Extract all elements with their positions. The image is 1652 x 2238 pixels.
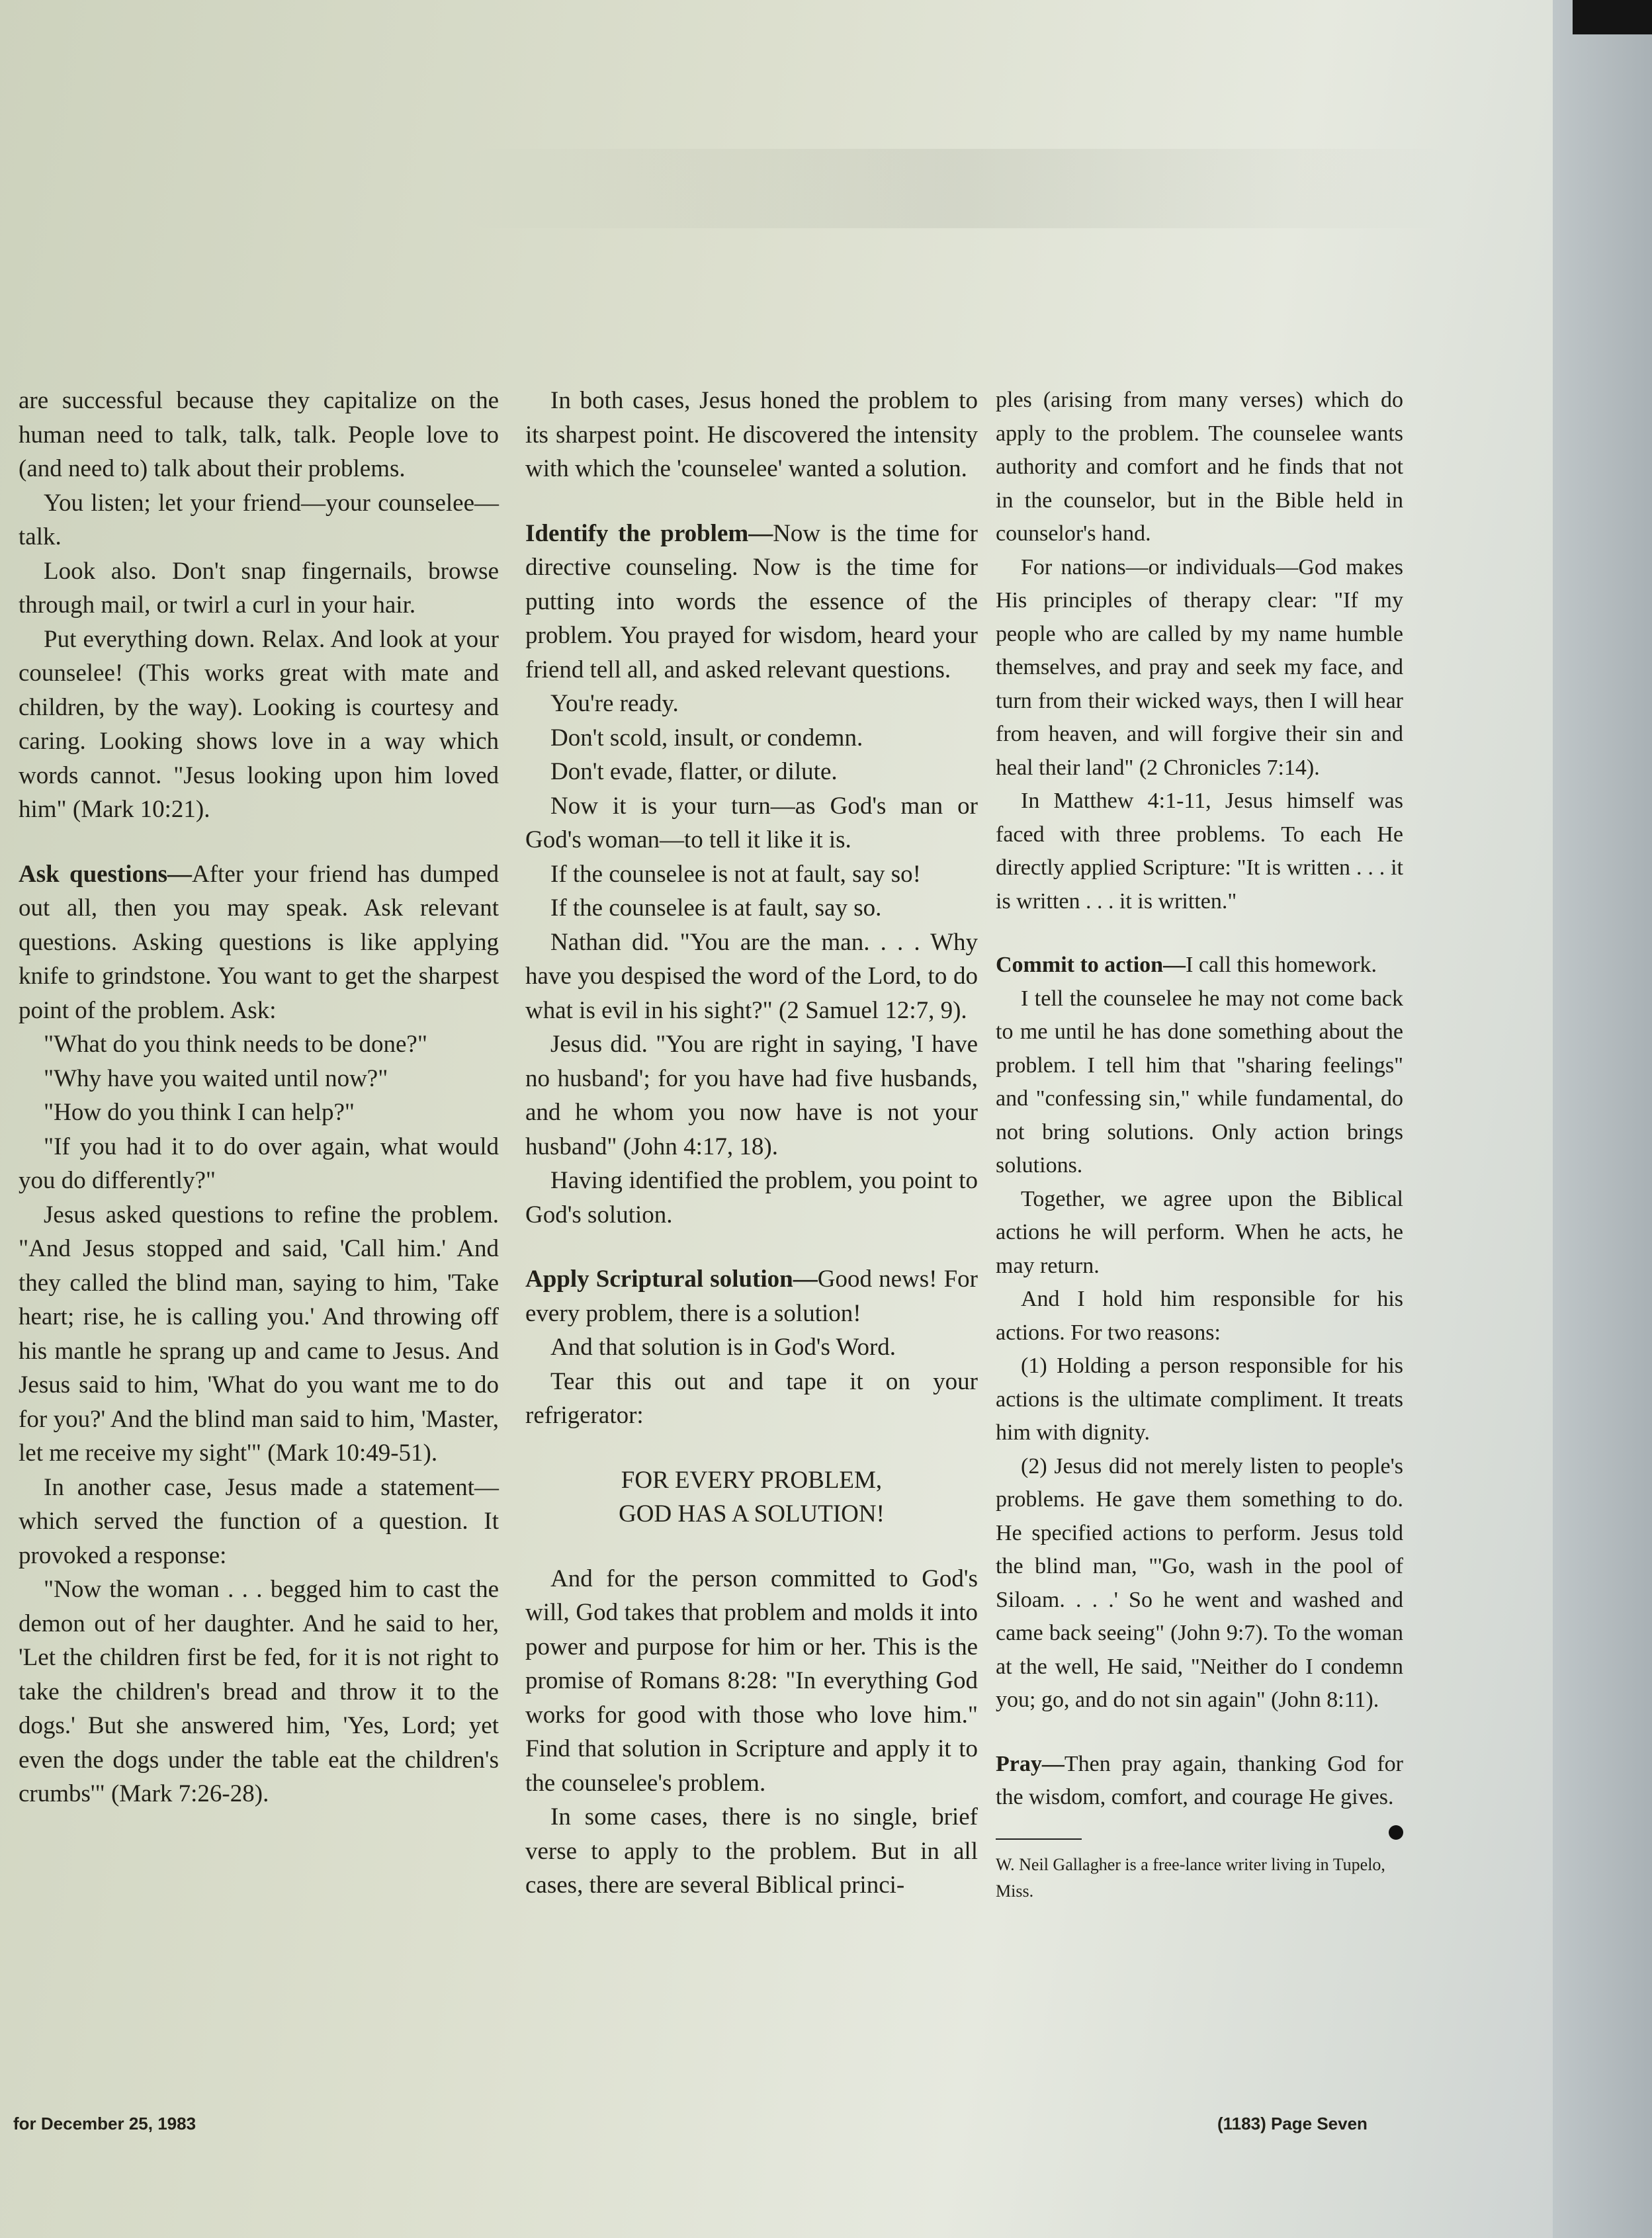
paragraph: In another case, Jesus made a statement—which served the function of a question. It provoked a response: — [19, 1473, 499, 1569]
paragraph: "Why have you waited until now?" — [44, 1064, 388, 1092]
page-corner — [1573, 0, 1652, 34]
end-mark-bullet — [1389, 1825, 1403, 1840]
paragraph: Tear this out and tape it on your refrigerator: — [525, 1367, 978, 1429]
paragraph: "If you had it to do over again, what would you do differently?" — [19, 1133, 499, 1194]
section-commit-action: Commit to action—I call this homework. — [996, 953, 1377, 977]
paragraph: ples (arising from many verses) which do apply to the problem. The counselee wants authority and comfort and he finds that not in the counselor, but in the Bible held in counselor's hand. — [996, 388, 1403, 546]
author-byline: W. Neil Gallagher is a free-lance writer living in Tupelo, Miss. — [996, 1854, 1385, 1901]
paragraph: If the counselee is not at fault, say so! — [550, 860, 921, 888]
paragraph: In both cases, Jesus honed the problem to its sharpest point. He discovered the intensity with which the 'counselee' wanted a solution. — [525, 387, 978, 482]
paragraph: "Now the woman . . . begged him to cast the demon out of her daughter. And he said to her, 'Let the children first be fed, for it is not right to take the children's bread and throw it to the dogs.' But she answered him, 'Yes, Lord; yet even the dogs under the table eat the children's crumbs'" (Mark 7:26-28). — [19, 1576, 499, 1807]
paragraph: Together, we agree upon the Biblical actions he will perform. When he acts, he may return. — [996, 1186, 1403, 1278]
paragraph: And that solution is in God's Word. — [550, 1334, 896, 1361]
callout-line-1: FOR EVERY PROBLEM, — [621, 1466, 883, 1494]
callout-line-2: GOD HAS A SOLUTION! — [619, 1500, 885, 1528]
paragraph: If the counselee is at fault, say so. — [550, 894, 882, 922]
paragraph: "What do you think needs to be done?" — [44, 1031, 427, 1058]
paragraph: You're ready. — [550, 690, 679, 717]
paragraph: And I hold him responsible for his actions. For two reasons: — [996, 1287, 1403, 1345]
paragraph: And for the person committed to God's will, God takes that problem and molds it into power and purpose for him or her. This is the promise of Romans 8:28: "In everything God works for good with those who love him." Find that solution in Scripture and apply it to the counselee's problem. — [525, 1565, 978, 1797]
paragraph: Jesus asked questions to refine the problem. "And Jesus stopped and said, 'Call him.' And they called the blind man, saying to him, 'Take heart; rise, he is calling you.' And throwing off his mantle he sprang up and came to Jesus. And Jesus said to him, 'What do you want me to do for you?' And the blind man said to him, 'Master, let me receive my sight'" (Mark 10:49-51). — [19, 1201, 499, 1467]
paragraph: In some cases, there is no single, brief verse to apply to the problem. But in all cases, there are several Biblical princi- — [525, 1803, 978, 1899]
section-pray: Pray—Then pray again, thanking God for the wisdom, comfort, and courage He gives. — [996, 1751, 1403, 1809]
column-3 — [996, 384, 1403, 1905]
byline-rule — [996, 1838, 1082, 1840]
paragraph: Put everything down. Relax. And look at your counselee! (This works great with mate and children, by the way). Looking is courtesy and caring. Looking shows love in a way which words cannot. "Jesus looking upon him loved him" (Mark 10:21). — [19, 625, 499, 823]
paragraph: Don't evade, flatter, or dilute. — [550, 758, 838, 785]
paragraph: I tell the counselee he may not come back to me until he has done something about the problem. I tell him that "sharing feelings" and "confessing sin," while fundamental, do not bring solutions. Only action brings solutions. — [996, 986, 1403, 1178]
page-edge — [1553, 0, 1652, 2238]
paragraph: Now it is your turn—as God's man or God's woman—to tell it like it is. — [525, 792, 978, 853]
column-2 — [525, 384, 978, 1903]
section-identify-problem: Identify the problem—Now is the time for directive counseling. Now is the time for putting into words the essence of the problem. You prayed for wisdom, heard your friend tell all, and asked relevant questions. — [525, 519, 978, 683]
footer-page-number: (1183) Page Seven — [1217, 2114, 1368, 2133]
section-apply-solution: Apply Scriptural solution—Good news! For every problem, there is a solution! — [525, 1266, 978, 1327]
paragraph: In Matthew 4:1-11, Jesus himself was faced with three problems. To each He directly applied Scripture: "It is written . . . it is written . . . it is written." — [996, 789, 1403, 914]
column-1 — [19, 384, 499, 1811]
paragraph: (1) Holding a person responsible for his actions is the ultimate compliment. It treats him with dignity. — [996, 1354, 1403, 1445]
paragraph: (2) Jesus did not merely listen to people's problems. He gave them something to do. He specified actions to perform. Jesus told the blind man, "'Go, wash in the pool of Siloam. . . .' So he went and washed and came back seeing" (John 9:7). To the woman at the well, He said, "Neither do I condemn you; go, and do not sin again" (John 8:11). — [996, 1453, 1403, 1712]
faded-title-area — [463, 149, 1456, 228]
section-ask-questions: Ask questions—After your friend has dumped out all, then you may speak. Ask relevant questions. Asking questions is like applying knife to grindstone. You want to get the sharpest point of the problem. Ask: — [19, 860, 499, 1024]
paragraph: "How do you think I can help?" — [44, 1099, 355, 1126]
paragraph: You listen; let your friend—your counselee—talk. — [19, 489, 499, 550]
paragraph: Having identified the problem, you point to God's solution. — [525, 1167, 978, 1228]
paragraph: Look also. Don't snap fingernails, browse through mail, or twirl a curl in your hair. — [19, 557, 499, 619]
paragraph: Don't scold, insult, or condemn. — [550, 724, 863, 752]
paragraph: are successful because they capitalize on the human need to talk, talk, talk. People love to (and need to) talk about their problems. — [19, 387, 499, 482]
paragraph: For nations—or individuals—God makes His principles of therapy clear: "If my people who are called by my name humble themselves, and pray and seek my face, and turn from their wicked ways, then I will hear from heaven, and will forgive their sin and heal their land" (2 Chronicles 7:14). — [996, 554, 1403, 780]
paragraph: Nathan did. "You are the man. . . . Why have you despised the word of the Lord, to do what is evil in his sight?" (2 Samuel 12:7, 9). — [525, 928, 978, 1024]
footer-date: for December 25, 1983 — [13, 2114, 196, 2133]
paragraph: Jesus did. "You are right in saying, 'I have no husband'; for you have had five husbands, and he whom you now have is not your husband" (John 4:17, 18). — [525, 1031, 978, 1160]
